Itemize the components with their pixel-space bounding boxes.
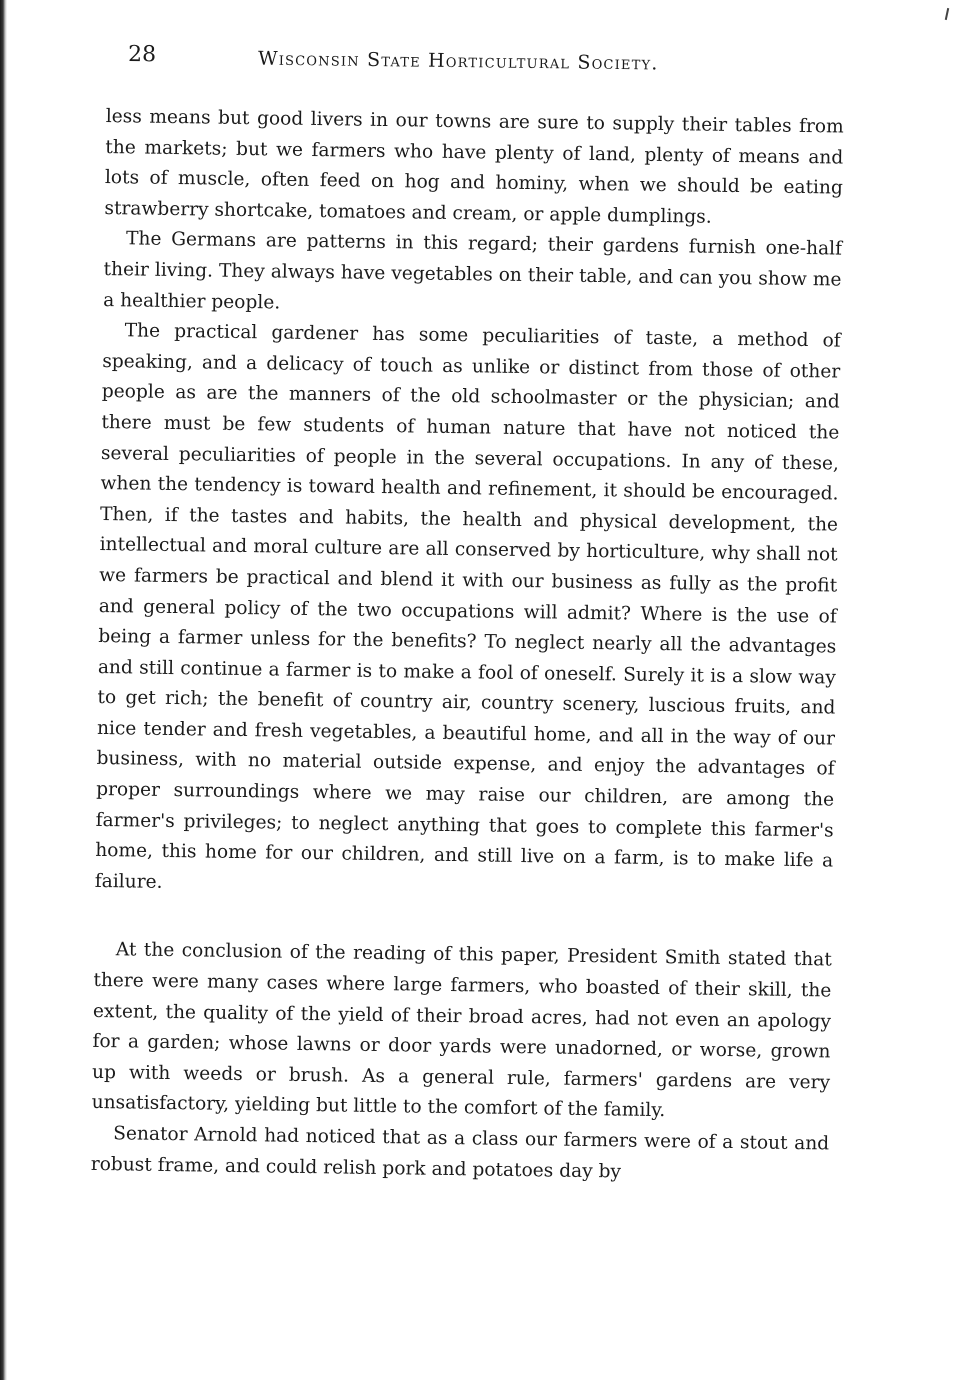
- paragraph-senator-arnold: Senator Arnold had noticed that as a class our farmers were of a stout and robust frame, and could relish pork and potatoes day by: [90, 1123, 830, 1183]
- paragraph-germans: The Germans are patterns in this regard; their gardens furnish one-half their living. They always have vegetables on their table, and can you show me a healthier people.: [103, 228, 843, 314]
- scan-speck: [945, 8, 949, 20]
- paragraph-continued: less means but good livers in our towns are sure to supply their tables from the markets; but we farmers who have plenty of land, plenty of means and lots of muscle, often feed on hog and hominy, when we should be eating strawberry shortcake, tomatoes and cream, or apple dumplings.: [104, 105, 844, 228]
- paragraph-practical-gardener: The practical gardener has some peculiarities of taste, a method of speaking, and a delicacy of touch as unlike or distinct from those of other people as are the manners of the old schoolmaster or the physician; and there must be few students of human nature that have not noticed the several peculiarities of people in the several occupations. In any of these, when the tendency is toward health and refinement, it should be encouraged. Then, if the tastes and habits, the health and physical development, the intellectual and moral culture are all conserved by horticulture, why shall not we farmers be practical and blend it with our business as fully as the profit and general policy of the two occupations will admit? Where is the use of being a farmer unless for the benefits? To neglect nearly all the advantages and still continue a farmer is to make a fool of oneself. Surely it is a slow way to get rich; the benefit of country air, country scenery, luscious fruits, and nice tender and fresh vegetables, a beautiful home, and all in the way of our business, with no material outside expense, and enjoy the advantages of proper surroundings where we may raise our children, are among the farmer's privileges; to neglect anything that goes to complete this farmer's home, this home for our children, and still live on a farm, is to make life a failure.: [94, 320, 841, 893]
- page-header: [128, 42, 768, 90]
- paragraph-president-smith: At the conclusion of the reading of this paper, President Smith stated that there were many cases where large farmers, who boasted of their skill, the extent, the quality of the yield of their broad acres, had not even an apology for a garden; whose lawns or door yards were unadorned, or worse, grown up with weeds or brush. As a general rule, farmers' gardens are very unsatisfactory, yielding but little to the comfort of the family.: [91, 939, 832, 1122]
- running-head: Wisconsin State Horticultural Society.: [257, 47, 659, 75]
- page-binding-edge: [0, 0, 7, 1380]
- body-text: [91, 102, 844, 1191]
- page-number: 28: [127, 42, 157, 68]
